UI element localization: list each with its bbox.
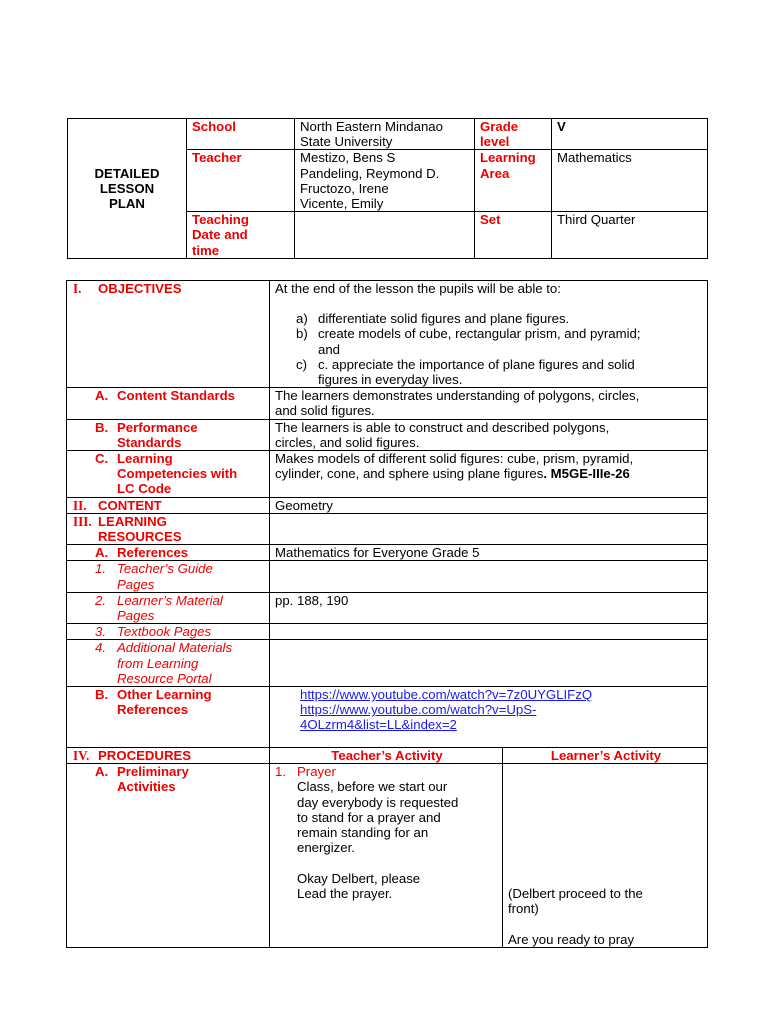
lc-code: . M5GE-IIIe-26 (543, 466, 630, 482)
list-item: a) differentiate solid figures and plane figures. (296, 311, 570, 327)
teacher-activity-header: Teacher’s Activity (270, 748, 503, 764)
set-value: Third Quarter (552, 212, 708, 259)
additional-materials-row: 4. Additional Materials from Learning Resource Portal (67, 640, 708, 687)
teacher-value: Mestizo, Bens S Pandeling, Reymond D. Fructozo, Irene Vicente, Emily (295, 150, 475, 212)
lesson-plan-table (66, 280, 708, 948)
youtube-link-2[interactable]: https://www.youtube.com/watch?v=UpS- (300, 702, 537, 718)
references-row: A. References Mathematics for Everyone Grade 5 (67, 545, 708, 561)
objectives-intro: At the end of the lesson the pupils will be able to: (275, 281, 561, 296)
objectives-value-cell (270, 281, 708, 388)
grade-level-value: V (552, 119, 708, 150)
section-heading: OBJECTIVES (98, 281, 182, 296)
preliminary-row: A. Preliminary Activities 1. Prayer Class, before we start our day everybody is requested to stand for a prayer and remain standing for an energizer. Okay Delbert, please Lead the prayer. (Delbert proceed to the front) Are you ready to pray (67, 764, 708, 948)
list-item: b) create models of cube, rectangular prism, and pyramid; and (296, 326, 641, 357)
content-row: II. CONTENT Geometry (67, 497, 708, 513)
prayer-label: Prayer (297, 764, 336, 780)
teacher-activity-cell: 1. Prayer Class, before we start our day everybody is requested to stand for a prayer and remain standing for an energizer. Okay Delbert, please Lead the prayer. (270, 764, 503, 948)
learners-material-row: 2. Learner’s Material Pages pp. 188, 190 (67, 592, 708, 623)
objectives-label-cell: I. OBJECTIVES (67, 281, 270, 388)
set-label: Set (475, 212, 552, 259)
learning-area-value: Mathematics (552, 150, 708, 212)
procedures-row: IV. PROCEDURES Teacher’s Activity Learner’s Activity (67, 748, 708, 764)
performance-standards-row: B. Performance Standards The learners is able to construct and described polygons, circles, and solid figures. (67, 419, 708, 450)
learning-resources-row: III. LEARNING RESOURCES (67, 513, 708, 544)
document-title (68, 119, 187, 259)
objectives-list (275, 311, 704, 387)
textbook-row: 3. Textbook Pages (67, 624, 708, 640)
teaching-date-label: Teaching Date and time (187, 212, 295, 259)
youtube-link-2-cont[interactable]: 4OLzrm4&list=LL&index=2 (300, 717, 457, 733)
other-references-row: B. Other Learning References https://www.youtube.com/watch?v=7z0UYGLIFzQ https://www.youtube.com/watch?v=UpS- 4OLzrm4&list=LL&index=2 (67, 687, 708, 748)
learner-activity-cell: (Delbert proceed to the front) Are you ready to pray (503, 764, 708, 948)
teacher-label: Teacher (187, 150, 295, 212)
content-standards-row: A. Content Standards The learners demonstrates understanding of polygons, circles, and solid figures. (67, 388, 708, 419)
title-line: LESSON (99, 180, 155, 196)
title-line: PLAN (109, 196, 145, 212)
list-item: c) c. appreciate the importance of plane figures and solid figures in everyday lives. (296, 356, 635, 388)
youtube-link-1[interactable]: https://www.youtube.com/watch?v=7z0UYGLIFzQ (300, 687, 593, 703)
teachers-guide-row: 1. Teacher’s Guide Pages (67, 561, 708, 592)
learner-activity-header: Learner’s Activity (503, 748, 708, 764)
objectives-row (67, 281, 708, 388)
section-heading: CONTENT (98, 497, 162, 513)
grade-level-label: Grade level (475, 119, 552, 150)
learning-area-label: Learning Area (475, 150, 552, 212)
section-heading: PROCEDURES (98, 748, 192, 764)
teaching-date-value (295, 212, 475, 259)
learning-competencies-row: C. Learning Competencies with LC Code Makes models of different solid figures: cube, prism, pyramid, cylinder, cone, and sphere using plane figures. M5GE-IIIe-26 (67, 451, 708, 498)
school-value: North Eastern Mindanao State University (295, 119, 475, 150)
lesson-header-table (67, 118, 708, 259)
school-label: School (187, 119, 295, 150)
title-line: DETAILED (94, 165, 160, 181)
